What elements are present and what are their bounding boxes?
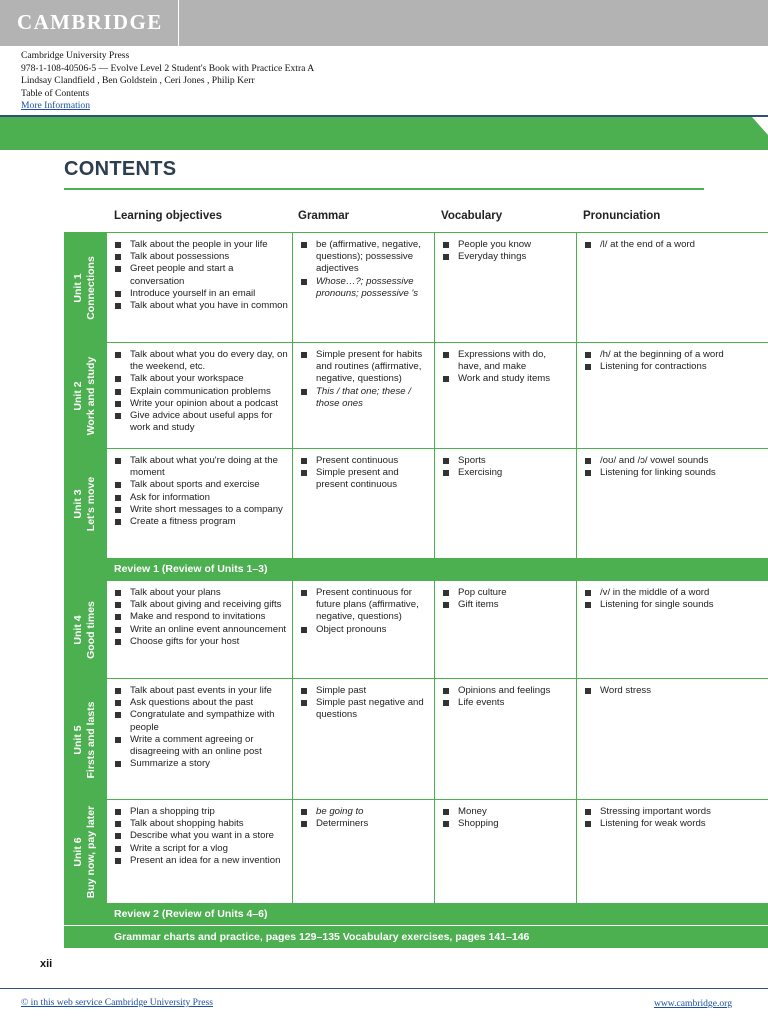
list-item: Describe what you want in a store — [115, 830, 288, 842]
list-item: /l/ at the end of a word — [585, 239, 764, 251]
list-item: Talk about what you're doing at the moment — [115, 455, 288, 479]
list-item: Ask for information — [115, 492, 288, 504]
unit-tab — [64, 233, 106, 343]
list-item: Give advice about useful apps for work and study — [115, 410, 288, 434]
list-item: Present continuous for future plans (affirmative, negative, questions) — [301, 587, 430, 624]
header-bar — [0, 0, 768, 46]
vocabulary-cell — [434, 449, 576, 559]
list-item: Choose gifts for your host — [115, 636, 288, 648]
list-item: be (affirmative, negative, questions); possessive adjectives — [301, 239, 430, 276]
list-item: Shopping — [443, 818, 572, 830]
page-title: CONTENTS — [64, 158, 177, 180]
list-item: Stressing important words — [585, 806, 764, 818]
list-item: Summarize a story — [115, 758, 288, 770]
list-item: Plan a shopping trip — [115, 806, 288, 818]
unit-number: Unit 5 — [72, 724, 84, 755]
list-item: Introduce yourself in an email — [115, 288, 288, 300]
list-item: /v/ in the middle of a word — [585, 587, 764, 599]
list-item: Listening for linking sounds — [585, 467, 764, 479]
objective-cell — [106, 343, 292, 449]
col-header-pronunciation: Pronunciation — [583, 210, 661, 222]
list-item: Talk about what you do every day, on the weekend, etc. — [115, 349, 288, 373]
unit-row — [64, 799, 768, 904]
unit-number: Unit 1 — [72, 273, 84, 303]
section-label: Table of Contents — [21, 87, 90, 99]
unit-label — [72, 601, 98, 659]
pronunciation-cell — [576, 233, 768, 343]
pronunciation-cell — [576, 800, 768, 904]
list-item: Write a comment agreeing or disagreeing with an online post — [115, 734, 288, 758]
objective-cell — [106, 581, 292, 679]
unit-label — [72, 357, 98, 436]
col-header-grammar: Grammar — [298, 210, 350, 222]
list-item: Write an online event announcement — [115, 624, 288, 636]
unit-label — [72, 701, 98, 778]
vocabulary-cell — [434, 679, 576, 800]
list-item: Simple present for habits and routines (affirmative, negative, questions) — [301, 349, 430, 386]
list-item: /oʊ/ and /ɔ/ vowel sounds — [585, 455, 764, 467]
unit-tab — [64, 800, 106, 904]
grammar-cell — [292, 233, 434, 343]
list-item: Ask questions about the past — [115, 697, 288, 709]
list-item: Talk about what you have in common — [115, 300, 288, 312]
list-item: Word stress — [585, 685, 764, 697]
unit-label — [72, 256, 98, 320]
list-item: Expressions with do, have, and make — [443, 349, 572, 373]
list-item: Create a fitness program — [115, 516, 288, 528]
publisher: Cambridge University Press — [21, 50, 130, 61]
pronunciation-cell — [576, 581, 768, 679]
list-item: Write a script for a vlog — [115, 843, 288, 855]
list-item: Talk about the people in your life — [115, 239, 288, 251]
unit-tab — [64, 343, 106, 449]
list-item: Money — [443, 806, 572, 818]
unit-name: Let's move — [85, 476, 97, 532]
review-1-row: Review 1 (Review of Units 1–3) — [64, 558, 768, 580]
list-item: Explain communication problems — [115, 386, 288, 398]
unit-row — [64, 342, 768, 449]
list-item: Listening for single sounds — [585, 599, 764, 611]
vocabulary-cell — [434, 581, 576, 679]
authors: Lindsay Clandfield , Ben Goldstein , Ceri Jones , Philip Kerr — [21, 75, 255, 87]
unit-row — [64, 678, 768, 800]
list-item: Gift items — [443, 599, 572, 611]
unit-label — [72, 477, 98, 531]
footer-rule — [0, 988, 768, 989]
list-item: Present continuous — [301, 455, 430, 467]
unit-tab — [64, 581, 106, 679]
list-item: Present an idea for a new invention — [115, 855, 288, 867]
list-item: Determiners — [301, 818, 430, 830]
more-information-link[interactable]: More Information — [21, 100, 91, 112]
grammar-cell — [292, 800, 434, 904]
list-item: Talk about giving and receiving gifts — [115, 599, 288, 611]
list-item: Talk about your plans — [115, 587, 288, 599]
pronunciation-cell — [576, 343, 768, 449]
unit-row — [64, 448, 768, 559]
isbn-title: 978-1-108-40506-5 — Evolve Level 2 Student's Book with Practice Extra A — [21, 62, 315, 74]
grammar-cell — [292, 343, 434, 449]
objective-cell — [106, 449, 292, 559]
list-item: Simple past negative and questions — [301, 697, 430, 721]
list-item: Talk about sports and exercise — [115, 479, 288, 491]
list-item: People you know — [443, 239, 572, 251]
list-item: Simple present and present continuous — [301, 467, 430, 491]
list-item: Talk about possessions — [115, 251, 288, 263]
pronunciation-cell — [576, 679, 768, 800]
unit-row — [64, 580, 768, 679]
reference-pages-row: Grammar charts and practice, pages 129–135 Vocabulary exercises, pages 141–146 — [64, 926, 768, 948]
list-item: Life events — [443, 697, 572, 709]
list-item: Talk about your workspace — [115, 373, 288, 385]
banner-notch — [752, 117, 768, 135]
unit-name: Connections — [85, 256, 97, 320]
cambridge-logo: CAMBRIDGE — [0, 0, 179, 46]
list-item: This / that one; these / those ones — [301, 386, 430, 410]
objective-cell — [106, 679, 292, 800]
list-item: Write your opinion about a podcast — [115, 398, 288, 410]
vocabulary-cell — [434, 233, 576, 343]
unit-tab — [64, 679, 106, 800]
list-item: be going to — [301, 806, 430, 818]
unit-name: Firsts and lasts — [85, 700, 97, 779]
list-item: Listening for weak words — [585, 818, 764, 830]
unit-row — [64, 232, 768, 343]
grammar-cell — [292, 679, 434, 800]
unit-number: Unit 3 — [72, 489, 84, 519]
review-2-row: Review 2 (Review of Units 4–6) — [64, 903, 768, 925]
unit-label — [72, 806, 98, 898]
list-item: Object pronouns — [301, 624, 430, 636]
list-item: Simple past — [301, 685, 430, 697]
cambridge-website-link[interactable]: www.cambridge.org — [653, 998, 732, 1009]
list-item: Greet people and start a conversation — [115, 263, 288, 287]
list-item: /h/ at the beginning of a word — [585, 349, 764, 361]
unit-number: Unit 6 — [72, 837, 84, 867]
unit-name: Good times — [85, 601, 97, 659]
list-item: Sports — [443, 455, 572, 467]
list-item: Pop culture — [443, 587, 572, 599]
unit-name: Work and study — [85, 356, 97, 436]
col-header-objectives: Learning objectives — [114, 210, 223, 222]
copyright-link[interactable]: © in this web service Cambridge University Press — [21, 997, 213, 1008]
title-rule — [64, 188, 704, 190]
vocabulary-cell — [434, 343, 576, 449]
green-banner — [0, 117, 768, 150]
list-item: Work and study items — [443, 373, 572, 385]
grammar-cell — [292, 449, 434, 559]
list-item: Make and respond to invitations — [115, 611, 288, 623]
page-number: xii — [40, 958, 53, 970]
unit-tab — [64, 449, 106, 559]
objective-cell — [106, 233, 292, 343]
list-item: Write short messages to a company — [115, 504, 288, 516]
list-item: Opinions and feelings — [443, 685, 572, 697]
unit-name: Buy now, pay later — [85, 805, 97, 899]
pronunciation-cell — [576, 449, 768, 559]
list-item: Whose…?; possessive pronouns; possessive 's — [301, 276, 430, 300]
vocabulary-cell — [434, 800, 576, 904]
book-metadata — [21, 50, 314, 113]
list-item: Everyday things — [443, 251, 572, 263]
grammar-cell — [292, 581, 434, 679]
list-item: Talk about shopping habits — [115, 818, 288, 830]
list-item: Congratulate and sympathize with people — [115, 709, 288, 733]
objective-cell — [106, 800, 292, 904]
list-item: Exercising — [443, 467, 572, 479]
unit-number: Unit 2 — [72, 381, 84, 411]
unit-number: Unit 4 — [72, 615, 84, 645]
list-item: Talk about past events in your life — [115, 685, 288, 697]
list-item: Listening for contractions — [585, 361, 764, 373]
col-header-vocabulary: Vocabulary — [441, 210, 503, 222]
